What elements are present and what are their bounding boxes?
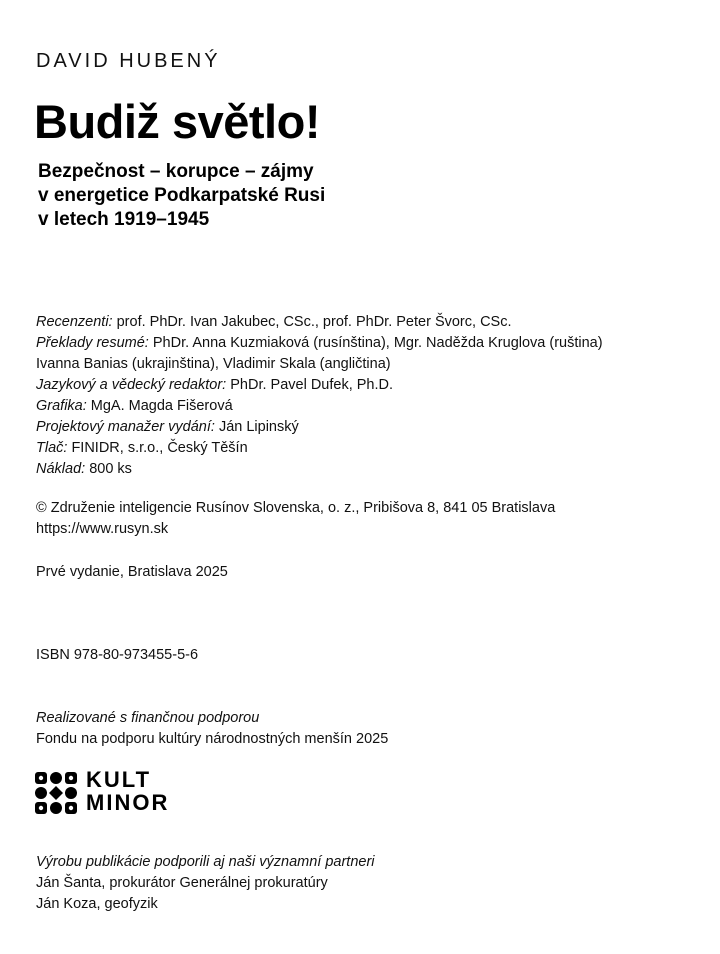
credit-graphics <box>36 396 696 417</box>
credit-value: Ján Lipinský <box>214 419 299 435</box>
credit-value: PhDr. Anna Kuzmiaková (rusínština), Mgr. Naděžda Kruglova (ruština) <box>148 335 603 351</box>
credit-value: FINIDR, s.r.o., Český Těšín <box>67 440 248 456</box>
credit-label: Grafika: <box>36 398 87 414</box>
copyright-block <box>36 498 555 540</box>
kult-minor-logo <box>34 768 234 814</box>
credit-project-manager <box>36 417 696 438</box>
funding-source: Fondu na podporu kultúry národnostných menšín 2025 <box>36 731 389 747</box>
book-title: Budiž světlo! <box>34 95 320 148</box>
partner-item: Ján Koza, geofyzik <box>36 896 158 912</box>
credit-label: Překlady resumé: <box>36 335 149 351</box>
logo-wordmark-line: KULT <box>86 767 152 792</box>
author-name: DAVID HUBENÝ <box>36 50 221 72</box>
partner-item: Ján Šanta, prokurátor Generálnej prokuratúry <box>36 875 328 891</box>
partners-heading: Výrobu publikácie podporili aj naši významní partneri <box>36 854 375 870</box>
credit-reviewers <box>36 312 696 333</box>
credit-translations-cont <box>36 354 696 375</box>
book-subtitle <box>38 160 638 232</box>
credit-value: PhDr. Pavel Dufek, Ph.D. <box>226 377 394 393</box>
credit-translations <box>36 333 696 354</box>
kult-minor-logo-icon <box>34 771 78 815</box>
logo-wordmark-line: MINOR <box>86 790 170 815</box>
credit-label: Projektový manažer vydání: <box>36 419 215 435</box>
credit-value: MgA. Magda Fišerová <box>86 398 233 414</box>
subtitle-line: Bezpečnost – korupce – zájmy <box>38 161 314 182</box>
credit-label: Náklad: <box>36 461 86 477</box>
credit-label: Jazykový a vědecký redaktor: <box>36 377 227 393</box>
credit-editor <box>36 375 696 396</box>
credit-label: Tlač: <box>36 440 68 456</box>
credit-value: prof. PhDr. Ivan Jakubec, CSc., prof. PhDr. Peter Švorc, CSc. <box>112 314 512 330</box>
credit-print-run <box>36 459 696 480</box>
subtitle-line: v letech 1919–1945 <box>38 209 210 230</box>
credit-value: Ivanna Banias (ukrajinština), Vladimir Skala (angličtina) <box>36 356 391 372</box>
credit-value: 800 ks <box>85 461 132 477</box>
logo-wordmark <box>86 768 169 814</box>
isbn: ISBN 978-80-973455-5-6 <box>36 647 199 663</box>
edition-info: Prvé vydanie, Bratislava 2025 <box>36 564 228 580</box>
subtitle-line: v energetice Podkarpatské Rusi <box>38 185 326 206</box>
website-link[interactable]: https://www.rusyn.sk <box>36 521 169 537</box>
funding-note <box>36 708 388 750</box>
credit-printer <box>36 438 696 459</box>
funding-line: Realizované s finančnou podporou <box>36 710 260 726</box>
copyright-line: © Združenie inteligencie Rusínov Slovenska, o. z., Pribišova 8, 841 05 Bratislava <box>36 500 556 516</box>
credit-label: Recenzenti: <box>36 314 113 330</box>
partners-note <box>36 852 375 915</box>
credits-list <box>36 312 696 480</box>
